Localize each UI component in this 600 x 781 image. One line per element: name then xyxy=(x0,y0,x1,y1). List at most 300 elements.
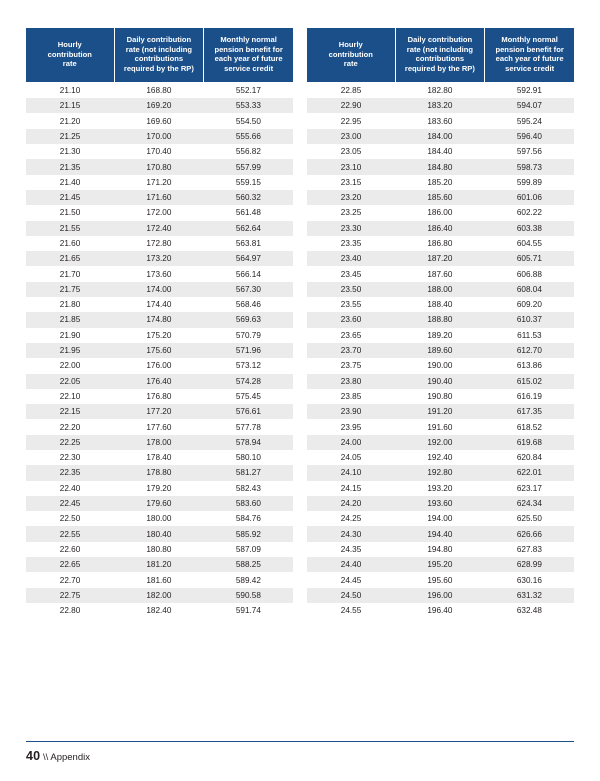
table-row xyxy=(307,190,574,205)
table-cell: 180.40 xyxy=(114,526,204,541)
table-cell: 608.04 xyxy=(485,282,574,297)
table-cell: 574.28 xyxy=(204,374,293,389)
header-line: Hourly xyxy=(57,39,82,49)
header-line: required by the RP) xyxy=(123,64,194,74)
table-cell: 22.25 xyxy=(26,435,114,450)
table-cell: 617.35 xyxy=(485,404,574,419)
table-cell: 615.02 xyxy=(485,374,574,389)
table-cell: 568.46 xyxy=(204,297,293,312)
table-cell: 24.40 xyxy=(307,557,395,572)
table-cell: 21.75 xyxy=(26,282,114,297)
table-cell: 598.73 xyxy=(485,159,574,174)
table-cell: 195.60 xyxy=(395,572,485,587)
header-daily-contribution-rate xyxy=(395,28,485,82)
table-cell: 23.85 xyxy=(307,389,395,404)
table-cell: 173.60 xyxy=(114,266,204,281)
table-cell: 21.65 xyxy=(26,251,114,266)
header-line: required by the RP) xyxy=(404,64,475,74)
table-cell: 23.20 xyxy=(307,190,395,205)
table-cell: 564.97 xyxy=(204,251,293,266)
header-line: Monthly normal xyxy=(501,35,558,44)
header-line: pension benefit for xyxy=(214,44,283,54)
table-cell: 21.55 xyxy=(26,221,114,236)
table-cell: 610.37 xyxy=(485,312,574,327)
table-cell: 170.80 xyxy=(114,159,204,174)
table-cell: 177.60 xyxy=(114,419,204,434)
table-cell: 196.40 xyxy=(395,603,485,618)
table-cell: 560.32 xyxy=(204,190,293,205)
table-cell: 24.50 xyxy=(307,588,395,603)
table-row xyxy=(307,343,574,358)
table-row xyxy=(26,221,293,236)
header-line: Daily contribution xyxy=(407,35,473,44)
table-cell: 580.10 xyxy=(204,450,293,465)
table-cell: 577.78 xyxy=(204,419,293,434)
table-cell: 553.33 xyxy=(204,98,293,113)
table-cell: 194.00 xyxy=(395,511,485,526)
footer-content xyxy=(26,749,574,763)
table-cell: 182.80 xyxy=(395,82,485,98)
table-cell: 22.35 xyxy=(26,465,114,480)
table-cell: 190.80 xyxy=(395,389,485,404)
table-row xyxy=(307,450,574,465)
table-cell: 169.20 xyxy=(114,98,204,113)
table-cell: 583.60 xyxy=(204,496,293,511)
table-row xyxy=(26,572,293,587)
table-cell: 575.45 xyxy=(204,389,293,404)
table-cell: 21.90 xyxy=(26,328,114,343)
table-cell: 168.80 xyxy=(114,82,204,98)
table-cell: 552.17 xyxy=(204,82,293,98)
table-cell: 592.91 xyxy=(485,82,574,98)
table-cell: 173.20 xyxy=(114,251,204,266)
table-cell: 24.55 xyxy=(307,603,395,618)
table-row xyxy=(307,282,574,297)
table-cell: 618.52 xyxy=(485,419,574,434)
table-row xyxy=(26,159,293,174)
table-cell: 183.20 xyxy=(395,98,485,113)
header-line: contributions xyxy=(134,54,184,64)
table-cell: 630.16 xyxy=(485,572,574,587)
table-row xyxy=(26,465,293,480)
table-row xyxy=(307,328,574,343)
table-cell: 181.60 xyxy=(114,572,204,587)
table-row xyxy=(26,557,293,572)
table-cell: 567.30 xyxy=(204,282,293,297)
table-cell: 596.40 xyxy=(485,129,574,144)
table-cell: 172.00 xyxy=(114,205,204,220)
table-cell: 191.60 xyxy=(395,419,485,434)
table-cell: 21.25 xyxy=(26,129,114,144)
header-daily-contribution-rate xyxy=(114,28,204,82)
table-cell: 191.20 xyxy=(395,404,485,419)
table-cell: 193.20 xyxy=(395,481,485,496)
table-cell: 190.00 xyxy=(395,358,485,373)
table-row xyxy=(26,450,293,465)
table-cell: 194.40 xyxy=(395,526,485,541)
table-cell: 557.99 xyxy=(204,159,293,174)
table-body-right xyxy=(307,82,574,618)
table-cell: 599.89 xyxy=(485,175,574,190)
header-line: contribution xyxy=(328,49,373,59)
footer-divider xyxy=(26,741,574,742)
table-cell: 597.56 xyxy=(485,144,574,159)
table-row xyxy=(307,358,574,373)
page-footer xyxy=(26,741,574,763)
table-cell: 188.80 xyxy=(395,312,485,327)
table-cell: 22.30 xyxy=(26,450,114,465)
table-cell: 622.01 xyxy=(485,465,574,480)
table-cell: 22.40 xyxy=(26,481,114,496)
table-row xyxy=(307,236,574,251)
table-cell: 587.09 xyxy=(204,542,293,557)
table-cell: 22.90 xyxy=(307,98,395,113)
table-cell: 606.88 xyxy=(485,266,574,281)
table-row xyxy=(307,374,574,389)
table-row xyxy=(307,159,574,174)
table-cell: 22.05 xyxy=(26,374,114,389)
table-cell: 21.10 xyxy=(26,82,114,98)
table-cell: 627.83 xyxy=(485,542,574,557)
table-row xyxy=(26,496,293,511)
table-cell: 22.20 xyxy=(26,419,114,434)
table-cell: 186.00 xyxy=(395,205,485,220)
header-line: rate (not including xyxy=(125,44,192,54)
table-cell: 555.66 xyxy=(204,129,293,144)
table-row xyxy=(307,526,574,541)
table-row xyxy=(26,435,293,450)
table-cell: 23.50 xyxy=(307,282,395,297)
table-cell: 22.10 xyxy=(26,389,114,404)
table-cell: 24.05 xyxy=(307,450,395,465)
table-cell: 604.55 xyxy=(485,236,574,251)
table-cell: 21.15 xyxy=(26,98,114,113)
table-body-left xyxy=(26,82,293,618)
footer-section-label: Appendix xyxy=(50,752,90,763)
table-cell: 582.43 xyxy=(204,481,293,496)
table-cell: 613.86 xyxy=(485,358,574,373)
table-row xyxy=(26,419,293,434)
header-line: each year of future xyxy=(495,54,564,64)
table-row xyxy=(26,526,293,541)
table-cell: 22.50 xyxy=(26,511,114,526)
table-cell: 23.35 xyxy=(307,236,395,251)
table-cell: 21.20 xyxy=(26,113,114,128)
table-cell: 178.40 xyxy=(114,450,204,465)
table-cell: 559.15 xyxy=(204,175,293,190)
table-cell: 563.81 xyxy=(204,236,293,251)
table-cell: 22.15 xyxy=(26,404,114,419)
table-cell: 189.60 xyxy=(395,343,485,358)
table-cell: 23.05 xyxy=(307,144,395,159)
table-cell: 181.20 xyxy=(114,557,204,572)
table-cell: 175.20 xyxy=(114,328,204,343)
table-row xyxy=(307,113,574,128)
table-cell: 24.25 xyxy=(307,511,395,526)
table-row xyxy=(26,266,293,281)
table-row xyxy=(26,542,293,557)
table-cell: 594.07 xyxy=(485,98,574,113)
table-cell: 21.70 xyxy=(26,266,114,281)
table-cell: 562.64 xyxy=(204,221,293,236)
table-cell: 189.20 xyxy=(395,328,485,343)
table-cell: 177.20 xyxy=(114,404,204,419)
table-cell: 571.96 xyxy=(204,343,293,358)
table-row xyxy=(26,175,293,190)
table-cell: 576.61 xyxy=(204,404,293,419)
table-cell: 595.24 xyxy=(485,113,574,128)
table-row xyxy=(307,511,574,526)
table-cell: 632.48 xyxy=(485,603,574,618)
table-cell: 628.99 xyxy=(485,557,574,572)
table-cell: 192.40 xyxy=(395,450,485,465)
table-cell: 170.40 xyxy=(114,144,204,159)
table-cell: 182.00 xyxy=(114,588,204,603)
table-row xyxy=(26,358,293,373)
table-header-left xyxy=(26,28,293,82)
table-cell: 23.30 xyxy=(307,221,395,236)
header-line: Daily contribution xyxy=(126,35,192,44)
table-cell: 24.00 xyxy=(307,435,395,450)
table-cell: 23.40 xyxy=(307,251,395,266)
table-cell: 22.70 xyxy=(26,572,114,587)
table-row xyxy=(26,389,293,404)
table-row xyxy=(307,496,574,511)
table-cell: 24.35 xyxy=(307,542,395,557)
table-cell: 193.60 xyxy=(395,496,485,511)
header-line: contributions xyxy=(415,54,465,64)
table-cell: 176.80 xyxy=(114,389,204,404)
header-line: rate (not including xyxy=(406,44,473,54)
table-cell: 185.20 xyxy=(395,175,485,190)
table-cell: 23.55 xyxy=(307,297,395,312)
table-cell: 631.32 xyxy=(485,588,574,603)
table-row xyxy=(26,343,293,358)
table-cell: 182.40 xyxy=(114,603,204,618)
table-cell: 23.00 xyxy=(307,129,395,144)
table-cell: 23.95 xyxy=(307,419,395,434)
table-cell: 581.27 xyxy=(204,465,293,480)
table-row xyxy=(307,251,574,266)
table-row xyxy=(307,481,574,496)
table-row xyxy=(307,82,574,98)
table-cell: 22.00 xyxy=(26,358,114,373)
table-cell: 626.66 xyxy=(485,526,574,541)
table-row xyxy=(307,588,574,603)
table-row xyxy=(307,129,574,144)
header-line: each year of future xyxy=(214,54,283,64)
table-row xyxy=(26,113,293,128)
header-monthly-normal-pension-benefit xyxy=(485,28,574,82)
table-cell: 22.55 xyxy=(26,526,114,541)
table-row xyxy=(26,98,293,113)
table-cell: 591.74 xyxy=(204,603,293,618)
table-cell: 192.00 xyxy=(395,435,485,450)
table-cell: 172.40 xyxy=(114,221,204,236)
page-number: 40 xyxy=(26,749,41,763)
table-row xyxy=(307,144,574,159)
header-line: pension benefit for xyxy=(495,44,564,54)
table-cell: 573.12 xyxy=(204,358,293,373)
table-cell: 22.45 xyxy=(26,496,114,511)
table-cell: 187.20 xyxy=(395,251,485,266)
table-cell: 21.80 xyxy=(26,297,114,312)
table-cell: 186.40 xyxy=(395,221,485,236)
table-cell: 186.80 xyxy=(395,236,485,251)
table-row xyxy=(26,297,293,312)
table-row xyxy=(307,542,574,557)
table-cell: 24.20 xyxy=(307,496,395,511)
table-cell: 184.80 xyxy=(395,159,485,174)
table-row xyxy=(26,404,293,419)
table-cell: 601.06 xyxy=(485,190,574,205)
table-cell: 623.17 xyxy=(485,481,574,496)
table-row xyxy=(26,82,293,98)
table-cell: 195.20 xyxy=(395,557,485,572)
table-row xyxy=(307,312,574,327)
table-cell: 170.00 xyxy=(114,129,204,144)
table-row xyxy=(26,205,293,220)
header-line: service credit xyxy=(505,64,555,74)
table-row xyxy=(307,98,574,113)
header-row xyxy=(307,28,574,82)
table-row xyxy=(307,297,574,312)
header-hourly-contribution-rate xyxy=(26,28,114,82)
table-cell: 578.94 xyxy=(204,435,293,450)
table-row xyxy=(307,266,574,281)
table-cell: 603.38 xyxy=(485,221,574,236)
table-cell: 194.80 xyxy=(395,542,485,557)
table-row xyxy=(26,251,293,266)
table-cell: 185.60 xyxy=(395,190,485,205)
table-cell: 22.75 xyxy=(26,588,114,603)
table-cell: 589.42 xyxy=(204,572,293,587)
table-cell: 175.60 xyxy=(114,343,204,358)
table-header-right xyxy=(307,28,574,82)
table-cell: 24.15 xyxy=(307,481,395,496)
header-line: rate xyxy=(343,59,358,69)
table-cell: 178.00 xyxy=(114,435,204,450)
table-cell: 178.80 xyxy=(114,465,204,480)
table-row xyxy=(307,419,574,434)
rate-table-right xyxy=(307,28,574,618)
table-cell: 187.60 xyxy=(395,266,485,281)
table-cell: 602.22 xyxy=(485,205,574,220)
table-cell: 192.80 xyxy=(395,465,485,480)
table-cell: 611.53 xyxy=(485,328,574,343)
table-cell: 171.60 xyxy=(114,190,204,205)
table-cell: 21.85 xyxy=(26,312,114,327)
table-cell: 590.58 xyxy=(204,588,293,603)
table-cell: 180.80 xyxy=(114,542,204,557)
table-row xyxy=(307,221,574,236)
table-cell: 23.90 xyxy=(307,404,395,419)
table-cell: 561.48 xyxy=(204,205,293,220)
table-cell: 620.84 xyxy=(485,450,574,465)
table-cell: 21.40 xyxy=(26,175,114,190)
table-row xyxy=(307,175,574,190)
table-cell: 22.95 xyxy=(307,113,395,128)
table-cell: 21.50 xyxy=(26,205,114,220)
table-cell: 22.65 xyxy=(26,557,114,572)
table-cell: 171.20 xyxy=(114,175,204,190)
table-row xyxy=(26,588,293,603)
table-cell: 605.71 xyxy=(485,251,574,266)
table-cell: 554.50 xyxy=(204,113,293,128)
table-cell: 584.76 xyxy=(204,511,293,526)
table-cell: 23.80 xyxy=(307,374,395,389)
table-row xyxy=(26,374,293,389)
table-cell: 21.35 xyxy=(26,159,114,174)
table-cell: 190.40 xyxy=(395,374,485,389)
table-row xyxy=(26,511,293,526)
table-cell: 169.60 xyxy=(114,113,204,128)
table-cell: 570.79 xyxy=(204,328,293,343)
table-row xyxy=(307,572,574,587)
table-row xyxy=(26,129,293,144)
table-cell: 625.50 xyxy=(485,511,574,526)
table-cell: 179.20 xyxy=(114,481,204,496)
table-cell: 556.82 xyxy=(204,144,293,159)
table-row xyxy=(26,328,293,343)
header-row xyxy=(26,28,293,82)
table-cell: 23.25 xyxy=(307,205,395,220)
rate-table-left xyxy=(26,28,293,618)
header-line: rate xyxy=(62,59,77,69)
table-cell: 188.40 xyxy=(395,297,485,312)
table-row xyxy=(307,465,574,480)
table-cell: 21.30 xyxy=(26,144,114,159)
table-row xyxy=(26,144,293,159)
table-row xyxy=(307,205,574,220)
footer-separator: \\ xyxy=(42,752,49,763)
table-cell: 616.19 xyxy=(485,389,574,404)
table-cell: 180.00 xyxy=(114,511,204,526)
tables-container xyxy=(26,28,574,618)
header-line: contribution xyxy=(47,49,92,59)
table-cell: 183.60 xyxy=(395,113,485,128)
table-row xyxy=(26,282,293,297)
table-cell: 23.75 xyxy=(307,358,395,373)
table-cell: 566.14 xyxy=(204,266,293,281)
table-cell: 23.45 xyxy=(307,266,395,281)
table-cell: 196.00 xyxy=(395,588,485,603)
table-cell: 612.70 xyxy=(485,343,574,358)
table-cell: 585.92 xyxy=(204,526,293,541)
table-row xyxy=(26,236,293,251)
table-cell: 184.40 xyxy=(395,144,485,159)
header-monthly-normal-pension-benefit xyxy=(204,28,293,82)
table-cell: 188.00 xyxy=(395,282,485,297)
header-line: Hourly xyxy=(338,39,363,49)
table-cell: 23.60 xyxy=(307,312,395,327)
table-cell: 22.85 xyxy=(307,82,395,98)
table-cell: 609.20 xyxy=(485,297,574,312)
table-row xyxy=(307,603,574,618)
table-cell: 588.25 xyxy=(204,557,293,572)
table-cell: 624.34 xyxy=(485,496,574,511)
table-cell: 174.00 xyxy=(114,282,204,297)
table-cell: 23.65 xyxy=(307,328,395,343)
table-cell: 176.40 xyxy=(114,374,204,389)
table-cell: 619.68 xyxy=(485,435,574,450)
table-cell: 184.00 xyxy=(395,129,485,144)
table-cell: 21.45 xyxy=(26,190,114,205)
table-cell: 21.60 xyxy=(26,236,114,251)
table-row xyxy=(307,557,574,572)
header-hourly-contribution-rate xyxy=(307,28,395,82)
table-cell: 179.60 xyxy=(114,496,204,511)
